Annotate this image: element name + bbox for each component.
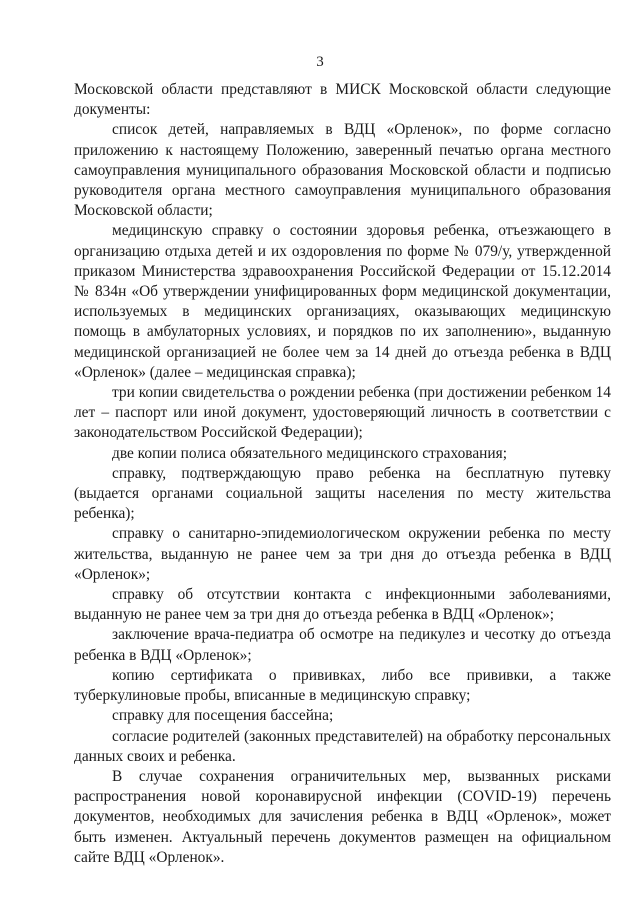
list-item-pediatrician-conclusion: заключение врача-педиатра об осмотре на педикулез и чесотку до отъезда ребенка в ВДЦ «Орленок»; [74, 626, 611, 664]
document-body [74, 80, 611, 868]
list-item-medical-certificate: медицинскую справку о состоянии здоровья ребенка, отъезжающего в организацию отдыха детей и их оздоровления по форме № 079/у, утвержденной приказом Министерства здравоохранения Российской Федерации от 15.12.2014 № 834н «Об утверждении унифицированных форм медицинской документации, используемых в медицинских организациях, оказывающих медицинскую помощь в амбулаторных условиях, и порядков по их заполнению», выданную медицинской организацией не более чем за 14 дней до отъезда ребенка в ВДЦ «Орленок» (далее – медицинская справка); [74, 222, 611, 381]
list-item-birth-certificate-copies: три копии свидетельства о рождении ребенка (при достижении ребенком 14 лет – паспорт или иной документ, удостоверяющий личность в соответствии с законодательством Российской Федерации); [74, 384, 611, 442]
list-item-free-voucher-certificate: справку, подтверждающую право ребенка на бесплатную путевку (выдается органами социальной защиты населения по месту жительства ребенка); [74, 464, 611, 523]
list-item-no-contact-certificate: справку об отсутствии контакта с инфекционными заболеваниями, выданную не ранее чем за три дня до отъезда ребенка в ВДЦ «Орленок»; [74, 586, 611, 624]
list-item-pool-certificate: справку для посещения бассейна; [112, 707, 334, 725]
list-item-children-list: список детей, направляемых в ВДЦ «Орленок», по форме согласно приложению к настоящему Положению, заверенный печатью органа местного самоуправления муниципального образования Московской области и подписью руководителя органа местного самоуправления муниципального образования Московской области; [74, 121, 611, 220]
list-item-epidemiological-certificate: справку о санитарно-эпидемиологическом окружении ребенка по месту жительства, выданную не ранее чем за три дня до отъезда ребенка в ВДЦ «Орленок»; [74, 525, 611, 583]
paragraph-covid-note: В случае сохранения ограничительных мер, вызванных рисками распространения новой коронавирусной инфекции (COVID-19) перечень документов, необходимых для зачисления ребенка в ВДЦ «Орленок», может быть изменен. Актуальный перечень документов размещен на официальном сайте ВДЦ «Орленок». [74, 767, 611, 866]
list-item-vaccination-certificate: копию сертификата о прививках, либо все прививки, а также туберкулиновые пробы, вписанные в медицинскую справку; [74, 666, 611, 705]
paragraph-intro: Московской области представляют в МИСК Московской области следующие документы: [74, 81, 611, 119]
list-item-parental-consent: согласие родителей (законных представителей) на обработку персональных данных своих и ребенка. [74, 727, 611, 765]
list-item-insurance-policy-copies: две копии полиса обязательного медицинского страхования; [112, 444, 508, 462]
page-number: 3 [316, 54, 324, 70]
